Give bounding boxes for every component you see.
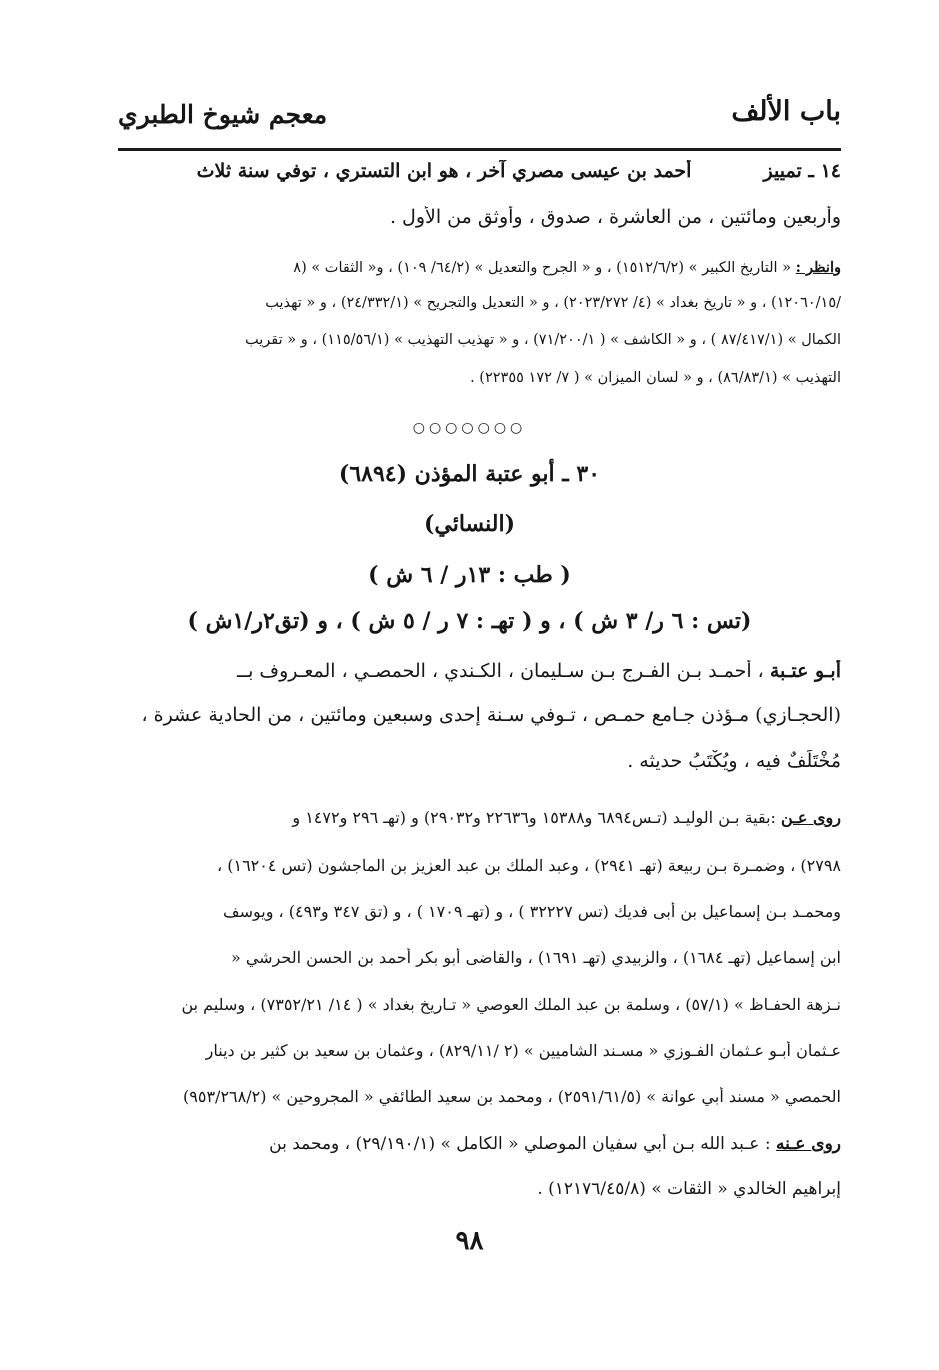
entry-30-bio-line1 — [118, 660, 841, 682]
riwa-an-line6: عـثمان أبـو عـثمان الفـوزي « مسـند الشاميين » (٢ /٨٢٩/١١) ، وعثمان بن سعيد بن كثير بن دينار — [205, 1041, 841, 1060]
riwa-an-text1: :بقية بـن الوليـد (تـس٦٨٩٤ و١٥٣٨٨ و٢٢٦٣٦ و٢٩٠٣٢) و (تهـ ٢٩٦ و١٤٧٢ و — [292, 808, 776, 827]
riwa-an-line2: ٢٧٩٨) ، وضمـرة بـن ربيعة (تهـ ٢٩٤١) ، وعبد الملك بن عبد العزيز بن الماجشون (تس ١٦٢٠٤) ، — [216, 856, 841, 875]
riwa-anhu-line2: إبراهيم الخالدي « الثقات » (١٢١٧٦/٤٥/٨) . — [537, 1179, 841, 1199]
riwa-an-line1 — [118, 808, 841, 827]
entry-30-bio-line1-rest: ، أحمـد بـن الفـرج بـن سـليمان ، الكـندي ، الحمصـي ، المعـروف بــ — [236, 660, 764, 682]
page-number: ٩٨ — [455, 1226, 484, 1256]
riwa-an-line4: ابن إسماعيل (تهـ ١٦٨٤) ، والزبيدي (تهـ ١٦٩١) ، والقاضى أبو بكر أحمد بن الحسن الحرشي « — [230, 948, 841, 967]
entry-30-tabari-ref: ( طب : ١٣ر / ٦ ش ) — [368, 562, 571, 588]
entry-30-kunya: أبـو عتـبة — [769, 660, 841, 682]
header-rule — [118, 148, 841, 151]
chapter-title: باب الألف — [731, 96, 841, 127]
entry-30-subtitle: (النسائي) — [423, 511, 516, 537]
entry-14-refs-line4: التهذيب » (٨٦/٨٣/١) ، و « لسان الميزان » ( ٧/ ١٧٢ ٢٢٣٥٥) . — [470, 370, 841, 386]
see-also-label: وانظر : — [795, 259, 841, 276]
entry-14-refs-line3: الكمال » (٨٧/٤١٧/١ ) ، و « الكاشف » ( ٧١/٢٠٠/١) ، و « تهذيب التهذيب » (١١٥/٥٦/١) ، و « تقريب — [245, 332, 841, 348]
entry-14-line1 — [118, 160, 841, 182]
riwa-an-label: روى عـن — [781, 808, 841, 827]
entry-30-title: ٣٠ ـ أبو عتبة المؤذن (٦٨٩٤) — [338, 461, 601, 487]
book-title: معجم شيوخ الطبري — [118, 100, 328, 129]
riwa-anhu-text1: : عـبد الله بـن أبي سفيان الموصلي « الكامل » (٢٩/١٩٠/١) ، ومحمد بن — [269, 1134, 771, 1154]
entry-30-bio-line2: (الحجـازي) مـؤذن جـامع حمـص ، تـوفي سـنة إحدى وسبعين ومائتين ، من الحادية عشرة ، — [141, 704, 841, 726]
riwa-an-line7: الحمصي « مسند أبي عوانة » (٢٥٩١/٦١/٥) ، ومحمد بن سعيد الطائفي « المجروحين » (٩٥٣/٢٦٨/٢) — [183, 1087, 841, 1106]
entry-30-other-refs: (تس : ٦ ر/ ٣ ش ) ، و ( تهـ : ٧ ر / ٥ ش ) ، و (تق٢ر/١ش ) — [187, 608, 752, 634]
entry-14-refs-text1: « التاريخ الكبير » (١٥١٢/٦/٢) ، و « الجرح والتعديل » (٦٤/٢/ ١٠٩) ، و« الثقات » (٨ — [293, 260, 792, 276]
entry-14-number: ١٤ ـ تمييز — [763, 160, 841, 182]
riwa-an-line3: ومحمـد بـن إسماعيل بن أبى فديك (تس ٣٢٢٢٧ ) ، و (تهـ ١٧٠٩ ) ، و (تق ٣٤٧ و٤٩٣) ، ويوسف — [223, 902, 841, 921]
entry-14-refs-line1 — [118, 259, 841, 276]
section-separator: ○○○○○○○ — [412, 420, 527, 436]
entry-30-bio-line3: مُخْتَلَفٌ فيه ، ويُكْتَبُ حديثه . — [627, 750, 841, 772]
riwa-anhu-label: روى عـنه — [775, 1134, 841, 1154]
entry-14-line2: وأربعين ومائتين ، من العاشرة ، صدوق ، وأوثق من الأول . — [389, 206, 841, 228]
riwa-an-line5: نـزهة الحفـاظ » (٥٧/١) ، وسلمة بن عبد الملك العوصي « تـاريخ بغداد » ( ١٤/ ٧٣٥٢/٢١) ، وسليم بن — [181, 995, 841, 1014]
entry-14-name: أحمد بن عيسى مصري آخر ، هو ابن التستري ، توفي سنة ثلاث — [196, 160, 692, 182]
entry-14-refs-line2: /١٢٠٦٠/١٥) ، و « تاريخ بغداد » (٤/ ٢٠٢٣/٢٧٢) ، و « التعديل والتجريح » (٢٤/٣٣٢/١) ، و « تهذيب — [265, 295, 841, 311]
riwa-anhu-line1 — [118, 1134, 841, 1154]
